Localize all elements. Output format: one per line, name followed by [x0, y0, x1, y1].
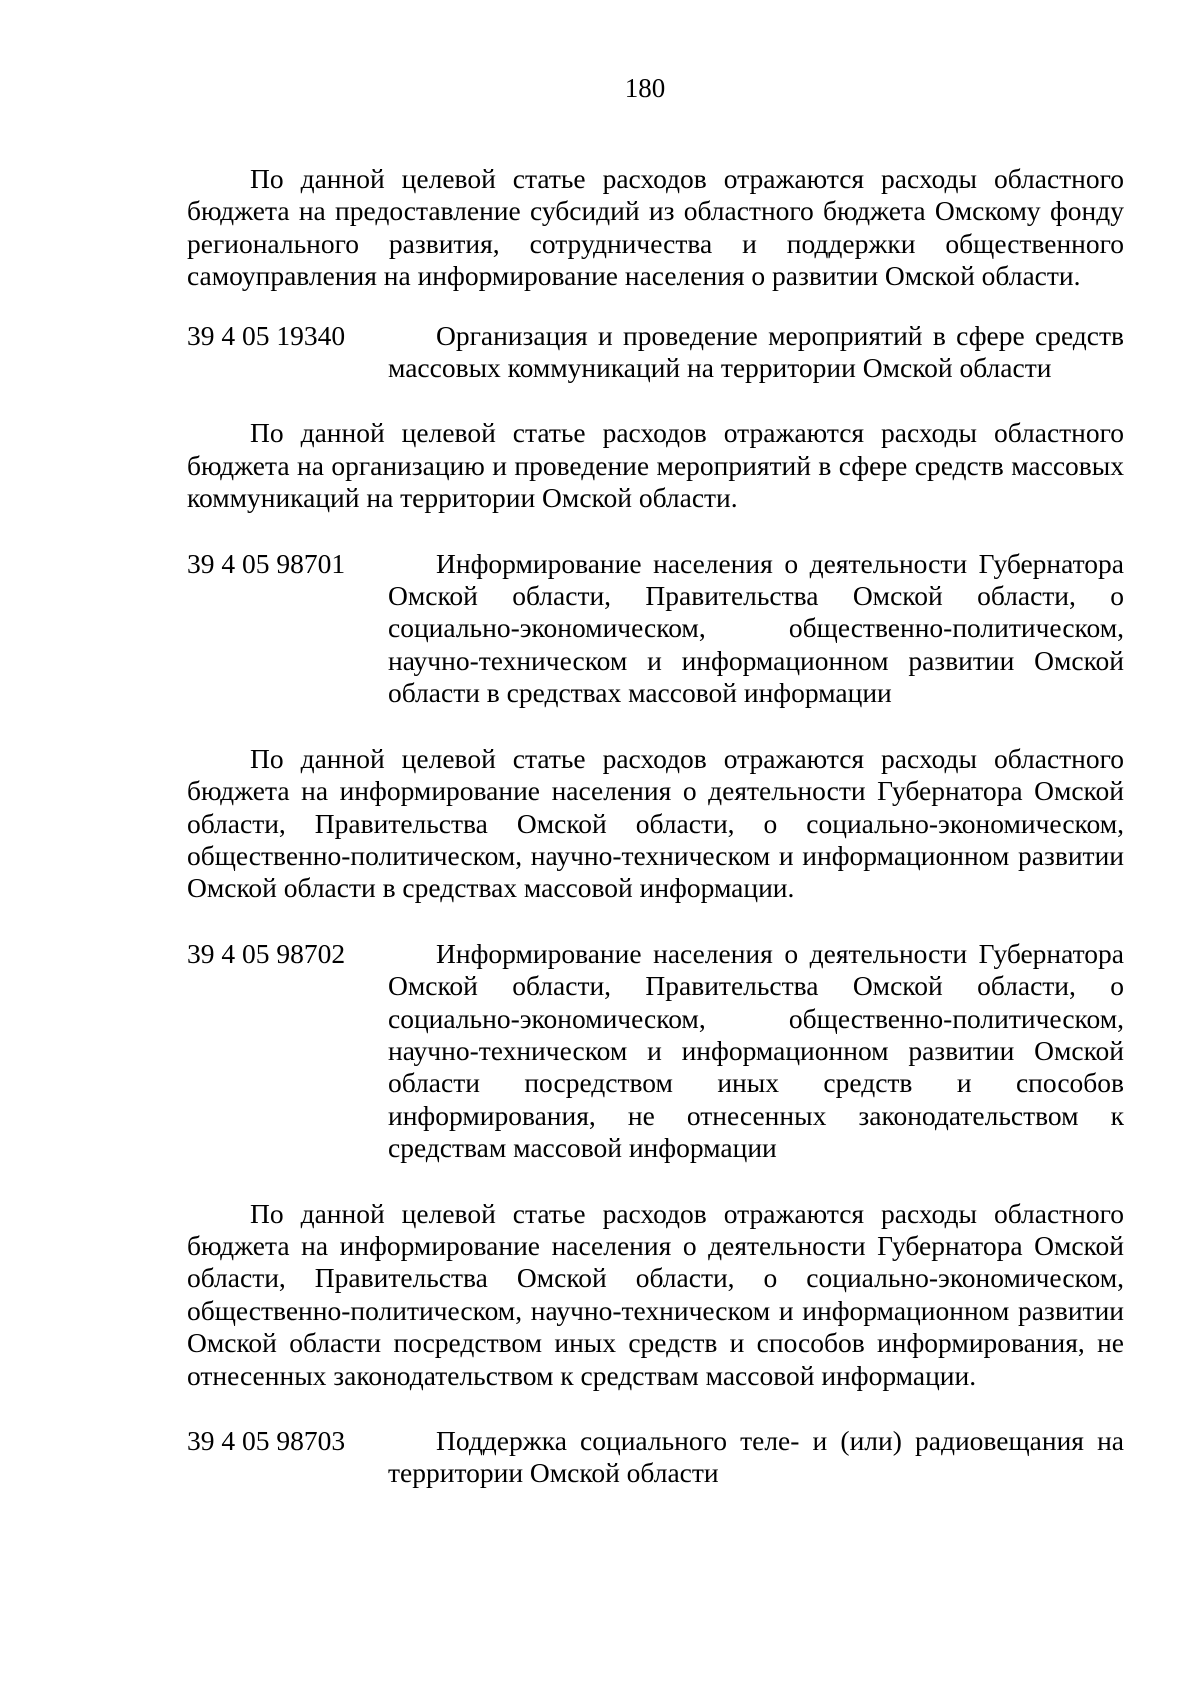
paragraph-1: По данной целевой статье расходов отражаются расходы областного бюджета на предоставление субсидий из областного бюджета Омскому фонду регионального развития, сотрудничества и поддержки общественного самоуправления на информирование населения о развитии Омской области. [187, 163, 1124, 292]
entry-code: 39 4 05 98702 [187, 937, 346, 969]
budget-entry-19340 [187, 320, 1124, 385]
budget-entry-98702 [187, 938, 1124, 1165]
entry-title: Информирование населения о деятельности Губернатора Омской области, Правительства Омской области, о социально-экономическом, общественно-политическом, научно-техническом и информационном развитии Омской области посредством иных средств и способов информирования, не отнесенных законодательством к средствам массовой информации [388, 937, 1124, 1164]
paragraph-2: По данной целевой статье расходов отражаются расходы областного бюджета на организацию и проведение мероприятий в сфере средств массовых коммуникаций на территории Омской области. [187, 417, 1124, 514]
budget-entry-98701 [187, 548, 1124, 710]
paragraph-3: По данной целевой статье расходов отражаются расходы областного бюджета на информирование населения о деятельности Губернатора Омской области, Правительства Омской области, о социально-экономическом, общественно-политическом, научно-техническом и информационном развитии Омской области в средствах массовой информации. [187, 742, 1124, 904]
page-number: 180 [624, 73, 666, 103]
entry-title: Поддержка социального теле- и (или) радиовещания на территории Омской области [388, 1425, 1124, 1489]
entry-code: 39 4 05 98701 [187, 547, 346, 579]
budget-entry-98703 [187, 1425, 1124, 1490]
paragraph-4: По данной целевой статье расходов отражаются расходы областного бюджета на информирование населения о деятельности Губернатора Омской области, Правительства Омской области, о социально-экономическом, общественно-политическом, научно-техническом и информационном развитии Омской области посредством иных средств и способов информирования, не отнесенных законодательством к средствам массовой информации. [187, 1197, 1124, 1391]
entry-code: 39 4 05 19340 [187, 319, 346, 351]
entry-title: Информирование населения о деятельности Губернатора Омской области, Правительства Омской области, о социально-экономическом, общественно-политическом, научно-техническом и информационном развитии Омской области в средствах массовой информации [388, 547, 1124, 709]
entry-title: Организация и проведение мероприятий в сфере средств массовых коммуникаций на территории Омской области [388, 319, 1124, 384]
entry-code: 39 4 05 98703 [187, 1425, 346, 1456]
document-body [187, 163, 1124, 1490]
